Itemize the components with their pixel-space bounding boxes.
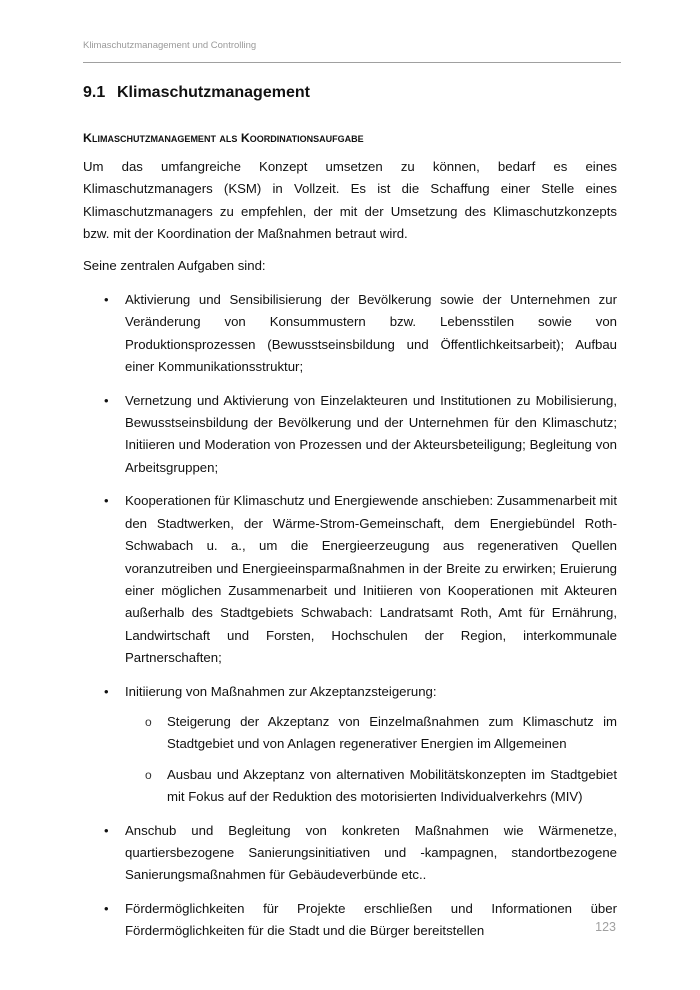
list-item-text: Aktivierung und Sensibilisierung der Bevölkerung sowie der Unternehmen zur Veränderung von Konsummustern bzw. Lebensstilen sowie von Produktionsprozessen (Bewusstseinsbildung und Öffentlichkeitsarbeit); Aufbau einer Kommunikationsstruktur; <box>125 292 617 375</box>
task-list <box>83 289 617 943</box>
sub-list <box>125 711 617 809</box>
list-item-text: Fördermöglichkeiten für Projekte erschließen und Informationen über Fördermöglichkeiten für die Stadt und die Bürger bereitstellen <box>125 900 617 939</box>
bullet-icon: • <box>104 822 109 838</box>
sub-list-item <box>125 711 617 756</box>
circle-bullet-icon: o <box>145 714 152 729</box>
list-item <box>83 289 617 379</box>
bullet-icon: • <box>104 493 109 509</box>
page-number: 123 <box>595 920 616 934</box>
header-divider <box>83 62 621 63</box>
list-item-text: Anschub und Begleitung von konkreten Maßnahmen wie Wärmenetze, quartiersbezogene Sanierungsinitiativen und -kampagnen, standortbezogene Sanierungsmaßnahmen für Gebäudeverbünde etc.. <box>125 822 617 883</box>
page-content <box>83 82 617 943</box>
list-item <box>83 898 617 943</box>
bullet-icon: • <box>104 900 109 916</box>
list-item-text: Vernetzung und Aktivierung von Einzelakteuren und Institutionen zu Mobilisierung, Bewusstseinsbildung der Bevölkerung und der Unternehmen für den Klimaschutz; Initiieren und Moderation von Prozessen und der Akteursbeteiligung; Begleitung von Arbeitsgruppen; <box>125 392 617 475</box>
bullet-icon: • <box>104 392 109 408</box>
list-item-text: Kooperationen für Klimaschutz und Energiewende anschieben: Zusammenarbeit mit den Stadtwerken, der Wärme-Strom-Gemeinschaft, dem Energiebündel Roth-Schwabach u. a., um die Energieerzeugung aus regenerativen Quellen voranzutreiben und Energieeinsparmaßnahmen in der Breite zu erwirken; Eruierung einer möglichen Zusammenarbeit und Initiieren von Kooperationen mit Akteuren außerhalb des Stadtgebiets Schwabach: Landratsamt Roth, Amt für Ernährung, Landwirtschaft und Forsten, Hochschulen der Region, interkommunale Partnerschaften; <box>125 493 617 666</box>
subheading: Klimaschutzmanagement als Koordinationsaufgabe <box>83 131 364 145</box>
circle-bullet-icon: o <box>145 767 152 782</box>
list-item-text: Initiierung von Maßnahmen zur Akzeptanzsteigerung: <box>125 683 437 699</box>
list-item <box>83 490 617 669</box>
list-item <box>83 820 617 887</box>
intro-paragraph: Um das umfangreiche Konzept umsetzen zu können, bedarf es eines Klimaschutzmanagers (KSM) in Vollzeit. Es ist die Schaffung einer Stelle eines Klimaschutzmanagers zu empfehlen, der mit der Umsetzung des Klimaschutzkonzepts bzw. mit der Koordination der Maßnahmen betraut wird. <box>83 159 617 242</box>
sub-list-item-text: Steigerung der Akzeptanz von Einzelmaßnahmen zum Klimaschutz im Stadtgebiet und von Anlagen regenerativer Energien im Allgemeinen <box>167 713 617 752</box>
list-item <box>83 681 617 809</box>
section-title: Klimaschutzmanagement <box>117 84 310 101</box>
bullet-icon: • <box>104 292 109 308</box>
sub-list-item <box>125 764 617 809</box>
section-number: 9.1 <box>83 84 106 101</box>
tasks-intro: Seine zentralen Aufgaben sind: <box>83 257 266 273</box>
bullet-icon: • <box>104 683 109 699</box>
running-header: Klimaschutzmanagement und Controlling <box>83 40 257 51</box>
sub-list-item-text: Ausbau und Akzeptanz von alternativen Mobilitätskonzepten im Stadtgebiet mit Fokus auf der Reduktion des motorisierten Individualverkehrs (MIV) <box>167 766 617 805</box>
section-heading <box>83 82 617 104</box>
list-item <box>83 390 617 480</box>
